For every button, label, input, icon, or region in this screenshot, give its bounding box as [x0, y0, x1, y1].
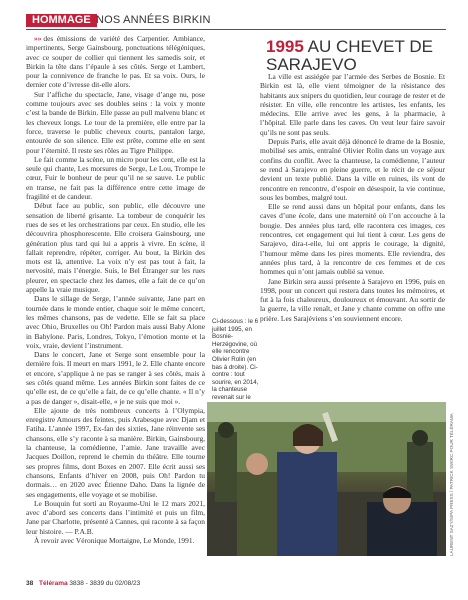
photo-illustration: [207, 402, 446, 556]
sidebar-title: [266, 38, 456, 74]
article-paragraph: Jane Birkin sera aussi présente à Sarajevo en 1996, puis en 1998, pour un concert qui restera dans toutes les mémoires, et fut à la fois chaleureux, douloureux et émouvant. Au sortir de la guerre, la ville renaît, et Jane y chante comme on offre une prière. Les Sarajéviens s’en souviennent encore.: [260, 276, 445, 323]
photo-credit: LAURENT SAZY/SIPA PRESS / PATRICK SWIRC POUR TÉLÉRAMA: [449, 413, 454, 556]
article-paragraph: Le Bouquin fut sorti au Royaume-Uni le 12 mars 2021, avec d’abord ses concerts dans l’intimité et puis un film, Jane par Charlotte, présenté à Cannes, qui raconte à sa façon leur histoire. — P.A.B.: [26, 498, 205, 536]
sarajevo-photo: [207, 402, 446, 556]
section-subtitle: NOS ANNÉES BIRKIN: [96, 14, 211, 26]
article-paragraph: Le fait comme la scène, un micro pour les cent, elle est la seule qui chante, Les morsures de Serge, Le Lou, Trompe le cœur, Fuir le bonheur de peur qu’il ne se sauve. Le public en transe, ne fait pas la différence entre cette image de fragilité et de candeur.: [26, 154, 205, 202]
right-article-column: [260, 72, 445, 394]
article-paragraph: Début face au public, son public, elle découvre une sensation de liberté grisante. La tombeur de conquérir les rues de ses et les orchestrations par ceux. En studio, elle les découvrira phosphorescente. Elle croisera Gainsbourg, une génération plus tard qui lui a appris à vivre. En scène, il fallait reprendre, répéter, corriger. Au bout, la Birkin des mots est là, attentive. La voix n’y est pas tout à fait, la nervosité, mais l’énergie. Suis, le Bel Étranger sur les rues pleurer, en spectacle chez les dames, elle a fait de ce qu’on appelle la vraie musique.: [26, 201, 205, 295]
article-paragraph: Sur l’affiche du spectacle, Jane, visage d’ange nu, pose comme toujours avec ses doubles seins : la voix y monte c’est la bande de Birkin. Elle passe au pull malvenu blanc et les cheveux longs. Le tour de la première, elle entre par la force, traverse le public cheveux courts, pantalon large, entourée de son silence. Elle est prête, comme elle en sent pour l’éternité. Il reste ses rôles au Tigre Philippe.: [26, 89, 205, 155]
sidebar-title-text: AU CHEVET DE SARAJEVO: [266, 37, 433, 74]
magazine-name: Télérama: [39, 580, 68, 587]
article-paragraph: Elle ajoute de très nombreux concerts à l’Olympia, enregistre Amours des feintes, puis Arabesque avec Djam et Fatiha. L’année 1997, Ex-fan des sixties, Jane réinvente ses chansons, elle s’y raconte à sa manière. Birkin, Gainsbourg, la chanteuse, la comédienne, l’amie. Jane travaille avec Jacques Doillon, reprend le chemin du théâtre. Elle tourne ses propres films, dont Boxes en 2007. Elle écrit aussi ses chansons, Enfants d’hiver en 2008, puis Oh! Pardon tu dormais… en 2020 avec Étienne Daho. Dans la lignée de ses engagements, elle voyage et se mobilise.: [26, 405, 205, 499]
page-footer: [26, 580, 140, 587]
page-number: 38: [26, 580, 34, 587]
section-label: HOMMAGE: [26, 14, 97, 27]
issue-info: 3838 - 3839 du 02/08/23: [69, 580, 141, 587]
article-paragraph: La ville est assiégée par l’armée des Serbes de Bosnie. Et Birkin est là, elle vient témoigner de la résistance des habitants aux snipers du quotidien, leur courage de rester et de résister. En ville, elle rencontre les artistes, les enfants, les médecins. Elle arrive avec les gens, à la pharmacie, à l’hôpital. Elle parle dans les caves. On veut leur faire savoir qu’ils ne sont pas seuls.: [260, 72, 445, 137]
sidebar-title-year: 1995: [266, 37, 304, 56]
page-header: [26, 14, 446, 28]
article-paragraph: À revoir avec Véronique Mortaigne, Le Monde, 1991.: [34, 536, 195, 546]
opening-mark: »»: [34, 34, 42, 43]
article-paragraph: »» des émissions de variété des Carpentier. Ambiance, impertinents, Serge Gainsbourg, ponctuations télégéniques, avec ce souper de collier qui tiennent les samedis soir, et Birkin la tête dans l’épaule à ses côtés. Serge et Lambert, pour la connivence de franche le pas. Et sa voix. Ours, le dernier cote d’ivresse dit-elle alors.: [26, 34, 205, 90]
header-rule: [26, 29, 446, 30]
article-paragraph: Depuis Paris, elle avait déjà dénoncé le drame de la Bosnie, mobilisé ses amis, entraîné Olivier Rolin dans un voyage aux confins du conflit. Avec la chanteuse, la comédienne, l’auteur se rend à Sarajevo en pleine guerre, et le récit de ce séjour devient un texte publié. Dans la ville en ruines, ils vont de rencontre en rencontre, d’espoir en désespoir, la vie continue, sous les bombes, malgré tout.: [260, 137, 445, 202]
article-paragraph: Dans le sillage de Serge, l’année suivante, Jane part en tournée dans le monde entier, chaque soir le même concert, les mêmes chansons, pas de vedette. Elle se fait sa place avec Ohio, Bruxelles ou Oh! Pardon mais aussi Baby Alone in Babylone. Paris, Londres, Tokyo, l’émotion monte et la voix, vraie, devient l’instrument.: [26, 294, 205, 350]
article-paragraph: Elle se rend aussi dans un hôpital pour enfants, dans les caves d’une école, dans une maternité où l’on accouche à la bougie. Des années plus tard, elle racontera ces images, ces rencontres, cet engagement qui lui tient à cœur. Les gens de Sarajevo, dira-t-elle, lui ont appris le courage, la dignité, l’humour même dans les pires moments. Elle reviendra, des années plus tard, à la rencontre de ces femmes et de ces hommes qui n’ont jamais oublié sa venue.: [260, 202, 445, 277]
left-article-column: [26, 34, 205, 592]
photo-caption: Ci-dessous : le 6 juillet 1995, en Bosnie-Herzégovine, où elle rencontre Olivier Rolin (en bas à droite). Ci-contre : tout sourire, en 2014, la chanteuse revenait sur le: [212, 318, 259, 401]
article-paragraph: Dans le concert, Jane et Serge sont ensemble pour la dernière fois. Il meurt en mars 1991, le 2. Elle chante encore et encore, s’applique à ne pas se ranger à ses côtés, mais à ses côtés quand même. Les années Birkin sont faites de ce qu’elle est, de ce qu’elle a fait, de ce qu’elle chante. « Il n’y a pas de danger », disait-elle, « je ne suis que moi ».: [26, 350, 205, 406]
